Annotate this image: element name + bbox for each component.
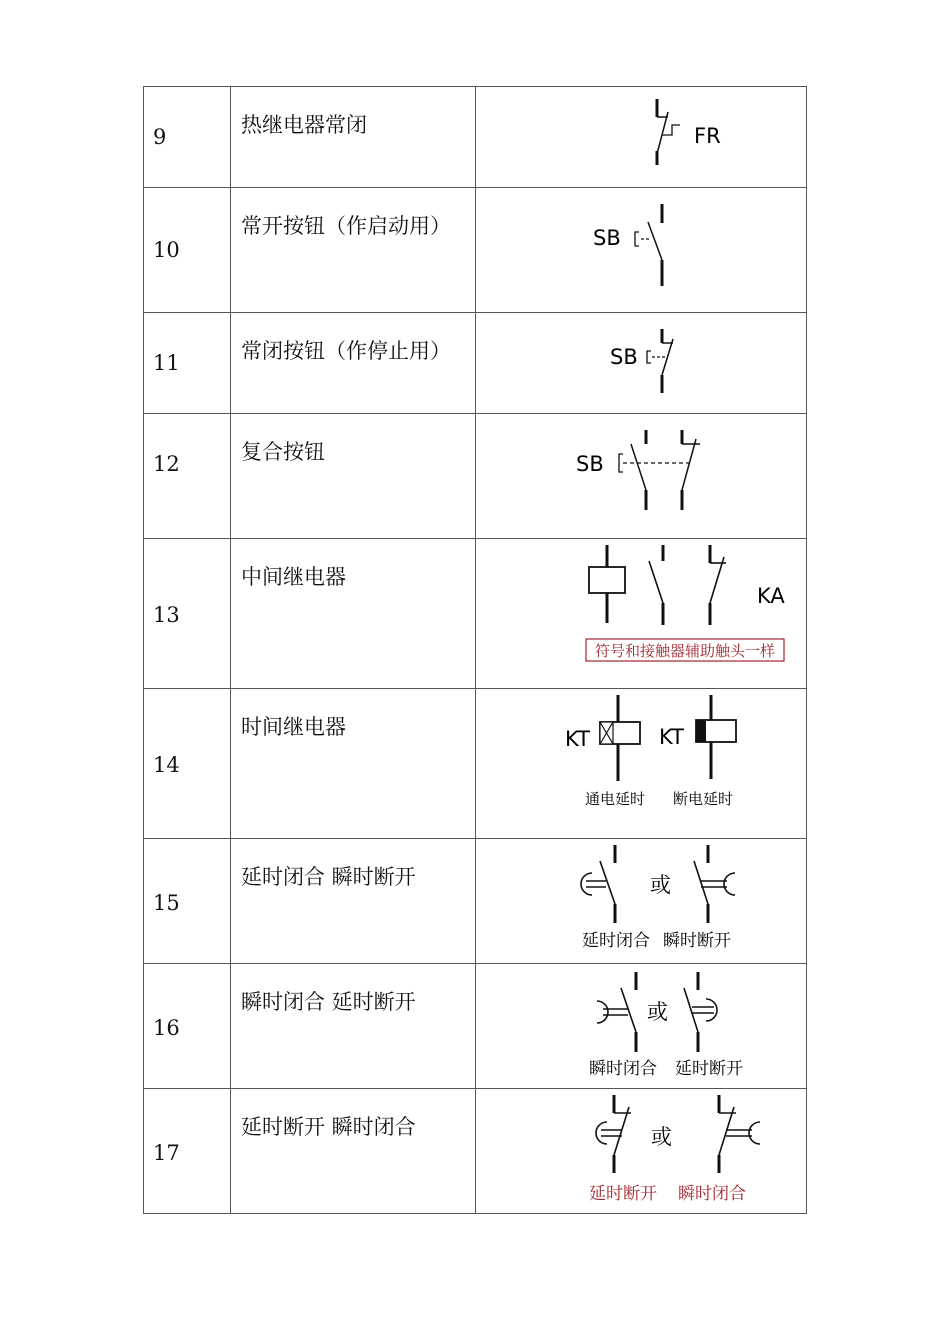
fr-label: FR <box>694 124 721 148</box>
sb-label: SB <box>610 345 638 369</box>
nc-button-symbol <box>476 313 806 414</box>
caption-right: 延时断开 <box>675 1059 743 1079</box>
row-number: 13 <box>153 603 180 627</box>
table-row <box>144 539 807 689</box>
time-relay-symbol <box>476 689 806 839</box>
table-row <box>144 188 807 313</box>
delay-open-nc-symbol <box>476 1089 806 1214</box>
kt-label-on-delay: KT <box>565 727 590 751</box>
sb-label: SB <box>593 226 621 250</box>
thermal-relay-nc-symbol <box>476 87 806 188</box>
table-row <box>144 313 807 414</box>
delay-close-symbol <box>476 839 806 964</box>
row-number: 14 <box>153 753 180 777</box>
caption-right: 瞬时闭合 <box>678 1184 746 1204</box>
caption-left: 瞬时闭合 <box>589 1059 657 1079</box>
compound-button-symbol <box>476 414 806 539</box>
row-number: 11 <box>153 351 180 375</box>
row-name: 瞬时闭合 延时断开 <box>241 990 416 1014</box>
table-row <box>144 964 807 1089</box>
row-number: 9 <box>153 125 167 149</box>
ka-label: KA <box>757 584 785 608</box>
row-name: 热继电器常闭 <box>241 113 367 137</box>
off-delay-caption: 断电延时 <box>672 790 734 808</box>
table-row <box>144 87 807 188</box>
row-number: 12 <box>153 452 180 476</box>
row-name: 时间继电器 <box>241 715 346 739</box>
row-name: 中间继电器 <box>241 565 346 589</box>
note-caption: 符号和接触器辅助触头一样 <box>594 642 776 660</box>
intermediate-relay-symbol <box>476 539 806 689</box>
or-label: 或 <box>651 1125 672 1149</box>
delay-open-symbol <box>476 964 806 1089</box>
table-row <box>144 414 807 539</box>
row-name: 延时断开 瞬时闭合 <box>241 1115 416 1139</box>
or-label: 或 <box>650 873 671 897</box>
sb-label: SB <box>576 452 604 476</box>
row-number: 17 <box>153 1141 180 1165</box>
or-label: 或 <box>647 1000 668 1024</box>
row-name: 常开按钮（作启动用） <box>241 214 451 238</box>
caption-right: 瞬时断开 <box>663 931 731 951</box>
row-number: 10 <box>153 238 180 262</box>
on-delay-caption: 通电延时 <box>584 790 646 808</box>
row-name: 复合按钮 <box>241 440 325 464</box>
table-row <box>144 1089 807 1214</box>
row-name: 延时闭合 瞬时断开 <box>241 865 416 889</box>
row-name: 常闭按钮（作停止用） <box>241 339 451 363</box>
table-row <box>144 689 807 839</box>
kt-label-off-delay: KT <box>659 725 684 749</box>
row-number: 15 <box>153 891 180 915</box>
no-button-symbol <box>476 188 806 313</box>
caption-left: 延时断开 <box>589 1184 657 1204</box>
row-number: 16 <box>153 1016 180 1040</box>
caption-left: 延时闭合 <box>582 931 650 951</box>
table-row <box>144 839 807 964</box>
symbol-table <box>143 86 807 1214</box>
